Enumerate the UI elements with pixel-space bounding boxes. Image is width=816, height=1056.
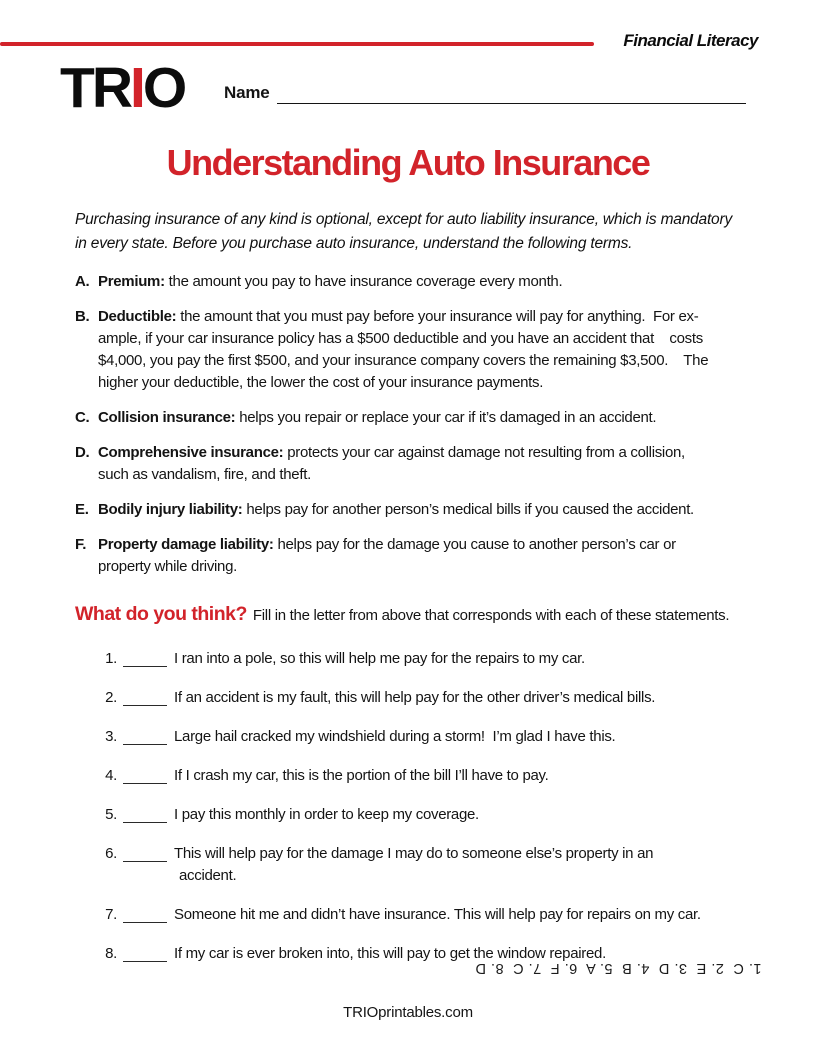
questions-list bbox=[75, 648, 747, 965]
term-definition: Comprehensive insurance: protects your car against damage not resulting from a collision, such as vandalism, fire, and theft. bbox=[98, 444, 685, 483]
answer-blank[interactable] bbox=[123, 687, 167, 706]
term-item-premium bbox=[75, 271, 747, 293]
term-definition: Property damage liability: helps pay for the damage you cause to another person’s car or property while driving. bbox=[98, 536, 676, 575]
question-row-3 bbox=[75, 726, 747, 748]
name-fill-in-line[interactable] bbox=[277, 80, 746, 104]
term-definition: Premium: the amount you pay to have insurance coverage every month. bbox=[98, 273, 563, 290]
answer-key-text: 1. C 2. E 3. D 4. B 5. A 6. F 7. C 8. D bbox=[475, 960, 762, 976]
logo-letter-o: O bbox=[142, 56, 185, 120]
term-letter: B. bbox=[75, 308, 90, 325]
term-name: Comprehensive insurance: bbox=[98, 444, 284, 461]
term-name: Bodily injury liability: bbox=[98, 501, 243, 518]
question-text: This will help pay for the damage I may do to someone else’s property in an bbox=[174, 845, 654, 862]
term-letter: E. bbox=[75, 501, 89, 518]
logo-letters-tr: TR bbox=[60, 56, 130, 120]
question-text: I ran into a pole, so this will help me pay for the repairs to my car. bbox=[174, 650, 585, 667]
question-row-5 bbox=[75, 804, 747, 826]
question-row-6 bbox=[75, 843, 747, 887]
answer-blank[interactable] bbox=[123, 843, 167, 862]
term-item-deductible bbox=[75, 306, 747, 394]
answer-key-upside-down bbox=[475, 959, 762, 977]
term-item-bodily-injury bbox=[75, 499, 747, 521]
term-definition: Bodily injury liability: helps pay for another person’s medical bills if you caused the accident. bbox=[98, 501, 694, 518]
term-item-collision bbox=[75, 407, 747, 429]
quiz-heading: What do you think? bbox=[75, 603, 247, 625]
answer-blank[interactable] bbox=[123, 804, 167, 823]
term-name: Collision insurance: bbox=[98, 409, 236, 426]
question-row-1 bbox=[75, 648, 747, 670]
question-number: 2. bbox=[105, 689, 117, 706]
question-text: If I crash my car, this is the portion of the bill I’ll have to pay. bbox=[174, 767, 549, 784]
term-definition: Collision insurance: helps you repair or replace your car if it’s damaged in an accident. bbox=[98, 409, 657, 426]
answer-blank[interactable] bbox=[123, 943, 167, 962]
quiz-instructions: Fill in the letter from above that corresponds with each of these statements. bbox=[252, 607, 730, 624]
question-row-7 bbox=[75, 904, 747, 926]
term-item-comprehensive bbox=[75, 442, 747, 486]
term-letter: A. bbox=[75, 273, 90, 290]
question-text: I pay this monthly in order to keep my coverage. bbox=[174, 806, 479, 823]
question-text: If an accident is my fault, this will help pay for the other driver’s medical bills. bbox=[174, 689, 656, 706]
footer-url: TRIOprintables.com bbox=[343, 1004, 473, 1021]
terms-list bbox=[75, 271, 747, 578]
term-name: Property damage liability: bbox=[98, 536, 274, 553]
answer-blank[interactable] bbox=[123, 726, 167, 745]
question-number: 3. bbox=[105, 728, 117, 745]
answer-blank[interactable] bbox=[123, 648, 167, 667]
term-name: Premium: bbox=[98, 273, 165, 290]
question-number: 4. bbox=[105, 767, 117, 784]
term-letter: D. bbox=[75, 444, 90, 461]
brand-logo bbox=[60, 56, 185, 120]
question-number: 5. bbox=[105, 806, 117, 823]
question-number: 7. bbox=[105, 906, 117, 923]
term-item-property-damage bbox=[75, 534, 747, 578]
question-row-4 bbox=[75, 765, 747, 787]
question-row-2 bbox=[75, 687, 747, 709]
question-number: 8. bbox=[105, 945, 117, 962]
name-row bbox=[224, 80, 746, 104]
quiz-heading-row bbox=[75, 603, 747, 627]
question-text: If my car is ever broken into, this will pay to get the window repaired. bbox=[174, 945, 606, 962]
term-letter: F. bbox=[75, 536, 87, 553]
logo-letter-i: I bbox=[129, 56, 143, 120]
term-name: Deductible: bbox=[98, 308, 177, 325]
header-accent-rule bbox=[0, 42, 594, 46]
term-letter: C. bbox=[75, 409, 90, 426]
name-label: Name bbox=[224, 83, 270, 102]
question-number: 6. bbox=[105, 845, 117, 862]
financial-literacy-label: Financial Literacy bbox=[623, 31, 758, 50]
term-definition: Deductible: the amount that you must pay before your insurance will pay for anything. For ex- ample, if your car insurance policy has a $500 deductible and you have an accident that costs $4,000, you pay the first $500, and your insurance company covers the remaining $3,500. The higher your deductible, the lower the cost of your insurance payments. bbox=[98, 308, 709, 391]
question-number: 1. bbox=[105, 650, 117, 667]
question-text-continued: accident. bbox=[179, 867, 237, 884]
answer-blank[interactable] bbox=[123, 765, 167, 784]
question-text: Someone hit me and didn’t have insurance. This will help pay for repairs on my car. bbox=[174, 906, 701, 923]
answer-blank[interactable] bbox=[123, 904, 167, 923]
worksheet-title: Understanding Auto Insurance bbox=[166, 142, 650, 183]
intro-paragraph: Purchasing insurance of any kind is optional, except for auto liability insurance, which is mandatory in every state. Before you purchase auto insurance, understand the following terms. bbox=[75, 211, 732, 252]
question-text: Large hail cracked my windshield during a storm! I’m glad I have this. bbox=[174, 728, 616, 745]
worksheet-content bbox=[75, 208, 747, 982]
